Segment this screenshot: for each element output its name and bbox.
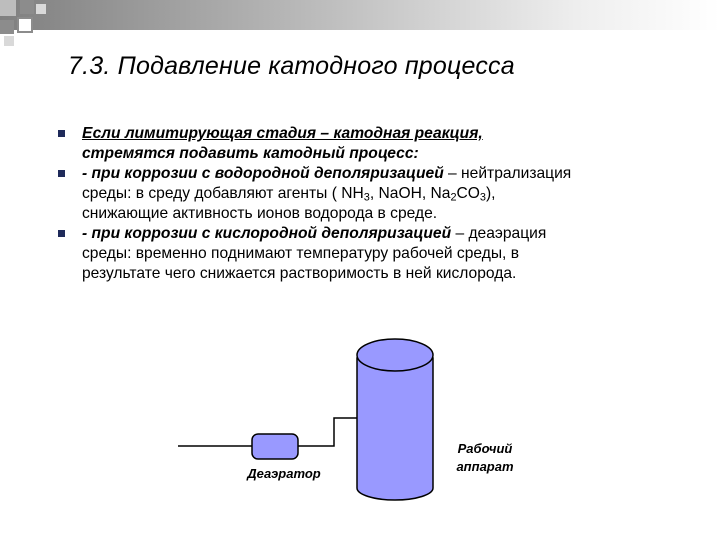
bullet-3-text-3: результате чего снижается растворимость в ней кислорода. — [82, 265, 517, 282]
bullet-2-text-3: , NaOH, Na — [369, 185, 451, 202]
connecting-pipe — [298, 418, 357, 446]
bullet-2-lead: - при коррозии с водородной деполяризацией — [82, 165, 444, 182]
bullet-1-line-2: стремятся подавить катодный процесс: — [82, 145, 419, 162]
bullet-2-text-4: CO — [456, 185, 480, 202]
bullet-3-text-2: среды: временно поднимают температуру рабочей среды, в — [82, 245, 519, 262]
bullet-1-line-1: Если лимитирующая стадия – катодная реакция, — [82, 125, 483, 142]
bullet-2-text-6: снижающие активность ионов водорода в среде. — [82, 205, 438, 222]
apparatus-label-line-1: Рабочий — [457, 441, 513, 456]
slide-title: 7.3. Подавление катодного процесса — [68, 52, 515, 80]
subscript-3b: 3 — [479, 191, 486, 204]
subscript-2: 2 — [450, 191, 457, 204]
bullet-3-lead: - при коррозии с кислородной деполяризацией — [82, 225, 452, 242]
apparatus-cylinder-top — [357, 339, 433, 371]
bullet-3-text-1: – деаэрация — [451, 225, 547, 242]
apparatus-label — [440, 440, 530, 476]
deaerator-box — [252, 434, 298, 459]
apparatus-cylinder-body — [357, 358, 433, 500]
bullet-2-text-5: ), — [485, 185, 496, 202]
apparatus-label-line-2: аппарат — [456, 459, 514, 474]
subscript-3: 3 — [363, 191, 370, 204]
bullet-2-text-2: среды: в среду добавляют агенты ( NH — [82, 185, 364, 202]
bullet-2-text-1: – нейтрализация — [443, 165, 572, 182]
deaerator-label: Деаэратор — [247, 466, 321, 481]
